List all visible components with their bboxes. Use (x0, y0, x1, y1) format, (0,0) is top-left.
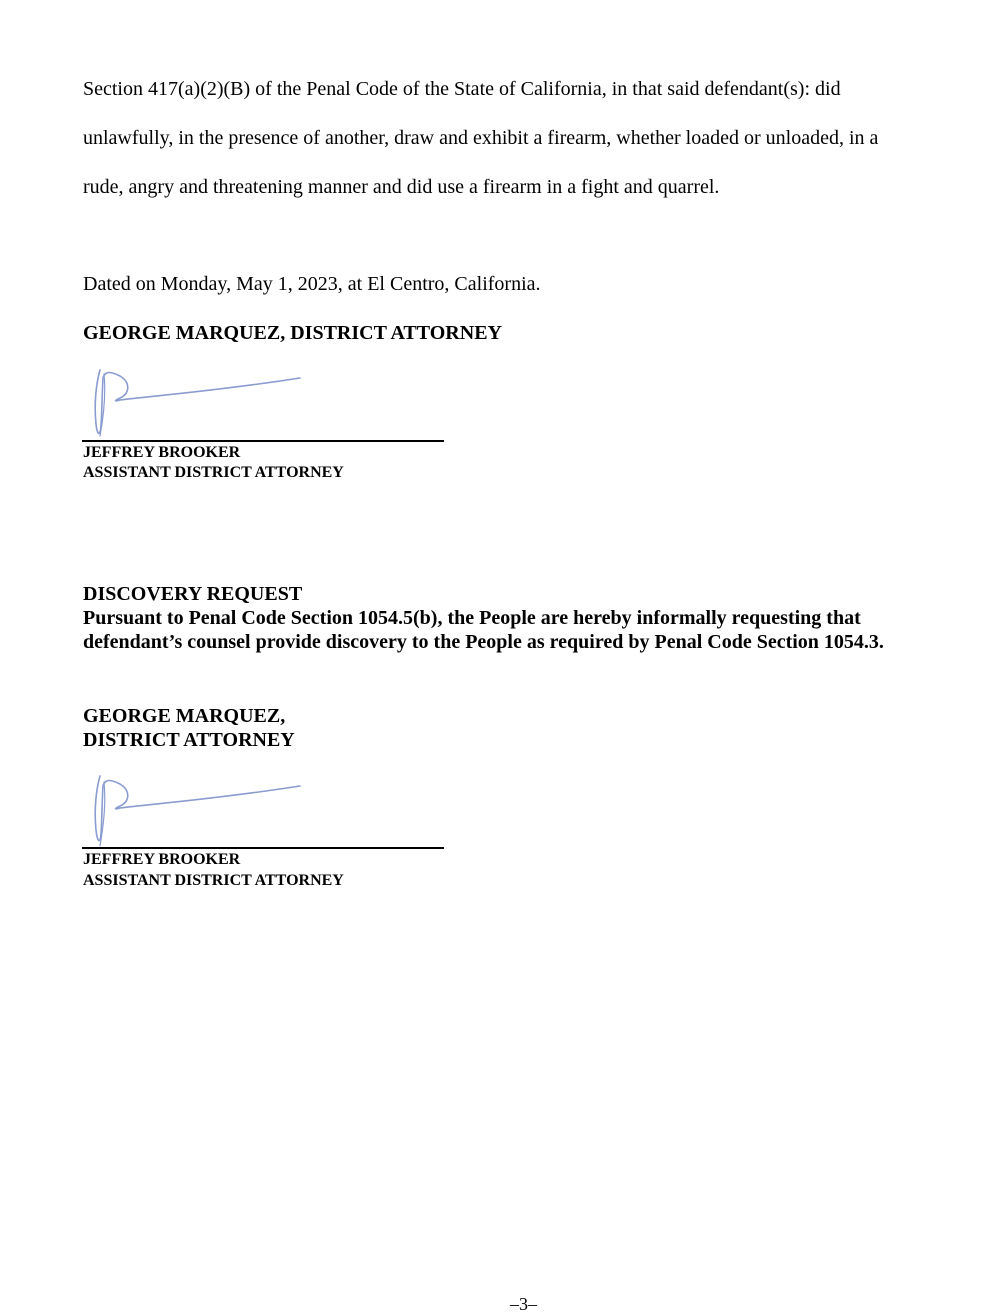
signature-image-1 (90, 364, 310, 444)
signer-title-2: ASSISTANT DISTRICT ATTORNEY (83, 872, 344, 889)
signature-line-1 (82, 440, 444, 442)
signer-name-1: JEFFREY BROOKER (83, 444, 241, 461)
district-attorney-name: GEORGE MARQUEZ, (83, 705, 286, 727)
signature-image-2 (90, 770, 310, 852)
discovery-line-1: Pursuant to Penal Code Section 1054.5(b), the People are hereby informally requesting that (83, 607, 861, 629)
dated-line: Dated on Monday, May 1, 2023, at El Centro, California. (83, 273, 541, 295)
signature-line-2 (82, 847, 444, 849)
charge-line-3: rude, angry and threatening manner and did use a firearm in a fight and quarrel. (83, 176, 720, 198)
discovery-line-2: defendant’s counsel provide discovery to the People as required by Penal Code Section 1054.3. (83, 631, 884, 653)
signer-name-2: JEFFREY BROOKER (83, 851, 241, 868)
charge-line-2: unlawfully, in the presence of another, draw and exhibit a firearm, whether loaded or unloaded, in a (83, 127, 879, 149)
district-attorney-heading: GEORGE MARQUEZ, DISTRICT ATTORNEY (83, 322, 502, 344)
page-number: –3– (510, 1294, 537, 1314)
charge-line-1: Section 417(a)(2)(B) of the Penal Code of the State of California, in that said defendant(s): did (83, 78, 841, 100)
signer-title-1: ASSISTANT DISTRICT ATTORNEY (83, 464, 344, 481)
district-attorney-title: DISTRICT ATTORNEY (83, 729, 295, 751)
discovery-heading: DISCOVERY REQUEST (83, 583, 303, 605)
